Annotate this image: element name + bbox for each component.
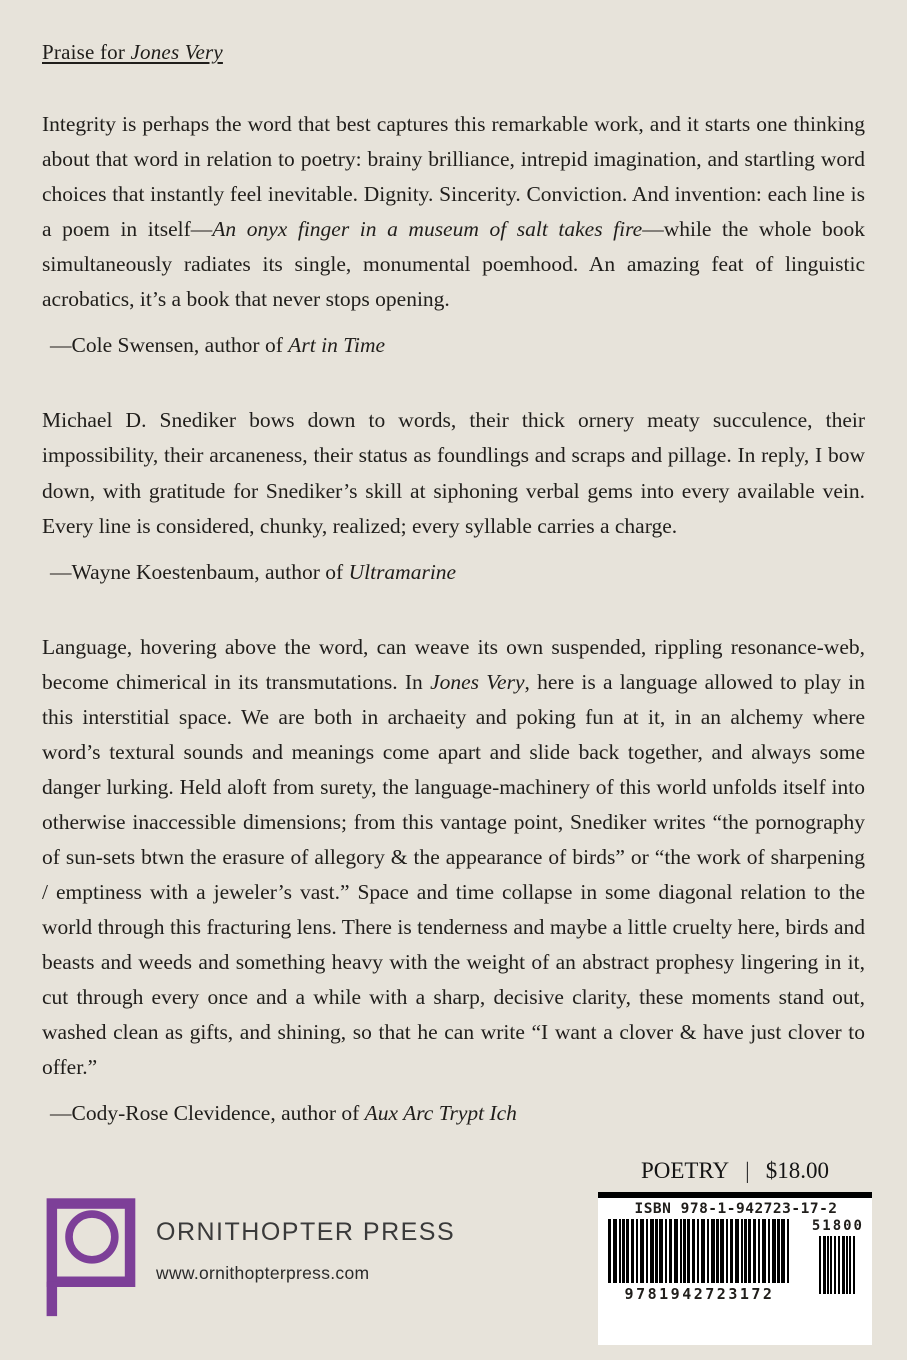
attribution-swensen: —Cole Swensen, author of Art in Time [50,333,386,358]
addon-barcode [819,1236,857,1294]
separator-bar: | [745,1158,750,1183]
praise-heading [42,40,865,65]
publisher-text [156,1194,455,1284]
publisher-name: ORNITHOPTER PRESS [156,1218,456,1246]
category-label: POETRY [640,1158,730,1183]
blurb-clevidence: Language, hovering above the word, can weave its own suspended, rippling resonance-web, become chimerical in its transmutations. In Jones Very, here is a language allowed to play in this interstitial space. We are both in archaeity and poking fun at it, in an alchemy where word’s textural sounds and meanings come apart and slide back together, and always some danger lurking. Held aloft from surety, the language-machinery of this world unfolds itself into otherwise inaccessible dimensions; from this vantage point, Snediker writes “the pornography of sun-sets btwn the erasure of allegory & the appearance of birds” or “the work of sharpening / emptiness with a jeweler’s vast.” Space and time collapse in some diagonal relation to the world through this fracturing lens. There is tenderness and maybe a little cruelty here, birds and beasts and weeds and something heavy with the weight of an abstract prophesy lingering in it, cut through every once and a while with a sharp, decisive clarity, these moments stand out, washed clean as gifts, and shining, so that he can write “I want a clover & have just clover to offer.” [42,634,865,1080]
logo-circle [69,1214,115,1260]
ean13-barcode [608,1219,791,1283]
price-add-on-code: 51800 [811,1218,864,1234]
publisher-website: www.ornithopterpress.com [156,1263,370,1283]
barcode-number: 9781942723172 [624,1285,775,1303]
blurb-swensen: Integrity is perhaps the word that best captures this remarkable work, and it starts one thinking about that word in relation to poetry: brainy brilliance, intrepid imagination, and startling word choices that instantly feel inevitable. Dignity. Sincerity. Conviction. And invention: each line is a poem in itself—An onyx finger in a museum of salt takes fire—while the whole book simultaneously radiates its single, monumental poemhood. An amazing feat of linguistic acrobatics, it’s a book that never stops opening. [42,112,865,312]
isbn-label: ISBN 978-1-942723-17-2 [634,1201,838,1217]
main-barcode-column [608,1219,791,1303]
category-price-line [598,1158,872,1184]
attribution-koestenbaum: —Wayne Koestenbaum, author of Ultramarine [50,559,457,584]
addon-barcode-column [812,1219,864,1303]
barcode-box [598,1192,872,1345]
price-label: $18.00 [765,1158,830,1183]
publisher-block [42,1194,455,1323]
praise-heading-text: Praise for Jones Very [42,40,223,64]
attribution-clevidence: —Cody-Rose Clevidence, author of Aux Arc Trypt Ich [50,1101,517,1126]
blurb-koestenbaum: Michael D. Snediker bows down to words, their thick ornery meaty succulence, their impossibility, their arcaneness, their status as foundlings and scraps and pillage. In reply, I bow down, with gratitude for Snediker’s skill at siphoning verbal gems into every available vein. Every line is considered, chunky, realized; every syllable carries a charge. [42,408,865,538]
ornithopter-press-logo-icon [42,1194,138,1323]
barcode-row [608,1219,864,1303]
